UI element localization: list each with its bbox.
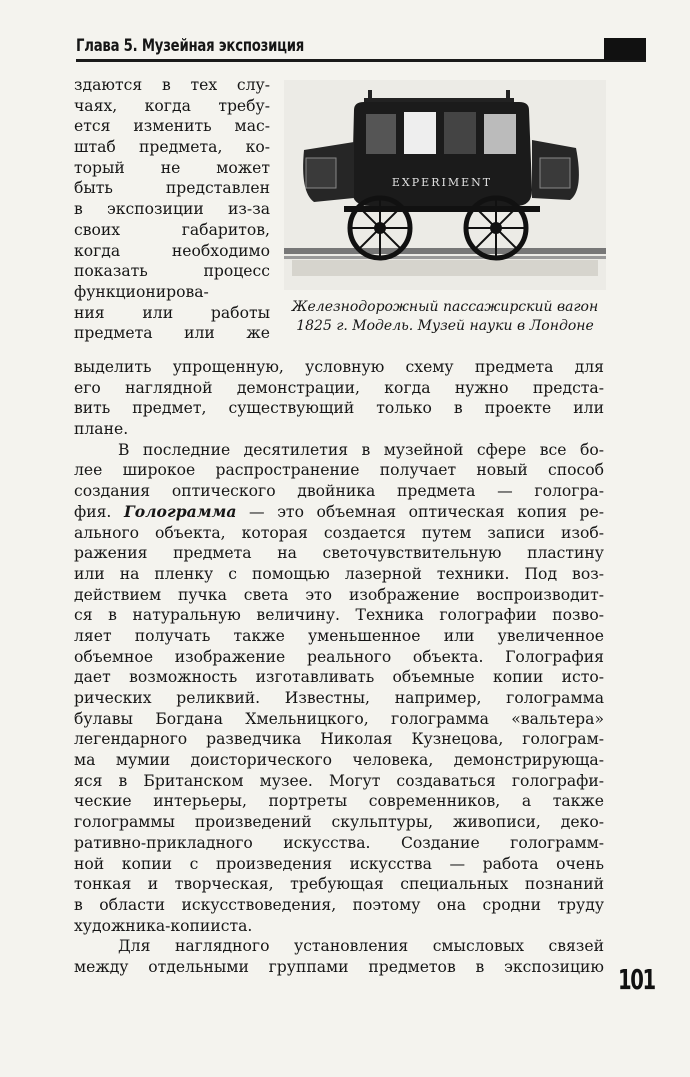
text-line: ляет получать также уменьшенное или увеличенное bbox=[74, 626, 604, 645]
intro-text bbox=[74, 75, 270, 344]
text-line: чаях, когда требу- bbox=[74, 96, 270, 115]
text-line: в экспозиции из-за bbox=[74, 200, 270, 219]
text-line: рических реликвий. Известны, например, голограмма bbox=[74, 689, 604, 707]
text-line: показать процесс bbox=[74, 262, 270, 281]
text-line: плане. bbox=[74, 420, 129, 439]
text-line: ративно-прикладного искусства. Создание голограмм- bbox=[74, 833, 604, 852]
text-line: штаб предмета, ко- bbox=[74, 138, 270, 157]
text-line: ся в натуральную величину. Техника голографии позво- bbox=[74, 606, 604, 625]
text-line: предмета или же bbox=[74, 324, 270, 343]
text-line: художника-копииста. bbox=[74, 916, 253, 935]
header-tab-block bbox=[604, 38, 646, 60]
text-line: объемное изображение реального объекта. Голография bbox=[74, 647, 604, 666]
text-fragment: фия. bbox=[74, 502, 112, 521]
text-line: в области искусствоведения, поэтому она сродни труду bbox=[74, 895, 604, 914]
text-line: быть представлен bbox=[74, 179, 270, 198]
figure-caption bbox=[284, 298, 606, 336]
caption-line: Железнодорожный пассажирский вагон bbox=[291, 299, 599, 315]
text-line: действием пучка света это изображение воспроизводит- bbox=[74, 585, 604, 604]
carriage-label: EXPERIMENT bbox=[391, 176, 493, 189]
text-line: ния или работы bbox=[74, 303, 270, 322]
text-line: ется изменить мас- bbox=[74, 117, 270, 136]
text-line: яся в Британском музее. Могут создаваться голографи- bbox=[74, 771, 604, 790]
page-number: 101 bbox=[618, 963, 655, 996]
header-rule bbox=[76, 59, 646, 62]
text-line: В последние десятилетия в музейной сфере все бо- bbox=[118, 440, 604, 459]
text-line: булавы Богдана Хмельницкого, голограмма «вальтера» bbox=[74, 709, 604, 728]
text-line: вить предмет, существующий только в проекте или bbox=[74, 399, 604, 418]
text-line: ражения предмета на светочувствительную пластину bbox=[74, 544, 604, 563]
text-line bbox=[74, 502, 604, 523]
chapter-title: Глава 5. Музейная экспозиция bbox=[76, 36, 305, 56]
text-line: Для наглядного установления смысловых связей bbox=[118, 937, 604, 956]
running-header bbox=[76, 36, 646, 62]
text-fragment: — это объемная оптическая копия ре- bbox=[249, 502, 604, 521]
term-hologram: Голограмма bbox=[123, 501, 237, 521]
text-line: своих габаритов, bbox=[74, 220, 270, 239]
text-line: ального объекта, которая создается путем записи изоб- bbox=[74, 523, 604, 542]
text-line: торый не может bbox=[74, 158, 270, 177]
text-line: создания оптического двойника предмета — гологра- bbox=[74, 482, 604, 501]
text-line: здаются в тех слу- bbox=[74, 76, 270, 94]
text-line: между отдельными группами предметов в экспозицию bbox=[74, 957, 604, 976]
text-line: ма мумии доисторического человека, демонстрирующа- bbox=[74, 751, 604, 770]
text-line: когда необходимо bbox=[74, 241, 270, 260]
text-line: выделить упрощенную, условную схему предмета для bbox=[74, 358, 604, 376]
carriage-figure bbox=[284, 80, 606, 342]
text-line: лее широкое распространение получает новый способ bbox=[74, 461, 604, 480]
text-line: дает возможность изготавливать объемные копии исто- bbox=[74, 668, 604, 687]
caption-line: 1825 г. Модель. Музей науки в Лондоне bbox=[296, 318, 594, 334]
text-line: его наглядной демонстрации, когда нужно предста- bbox=[74, 378, 604, 397]
body-text bbox=[74, 357, 604, 978]
text-line: легендарного разведчика Николая Кузнецова, голограм- bbox=[74, 730, 604, 749]
text-line: ческие интерьеры, портреты современников, а также bbox=[74, 792, 604, 811]
carriage-photo bbox=[284, 80, 606, 290]
text-line: голограммы произведений скульптуры, живописи, деко- bbox=[74, 813, 604, 832]
text-line: тонкая и творческая, требующая специальных познаний bbox=[74, 875, 604, 894]
text-line: функционирова- bbox=[74, 282, 209, 301]
text-line: или на пленку с помощью лазерной техники. Под воз- bbox=[74, 564, 604, 583]
text-line: ной копии с произведения искусства — работа очень bbox=[74, 854, 604, 873]
